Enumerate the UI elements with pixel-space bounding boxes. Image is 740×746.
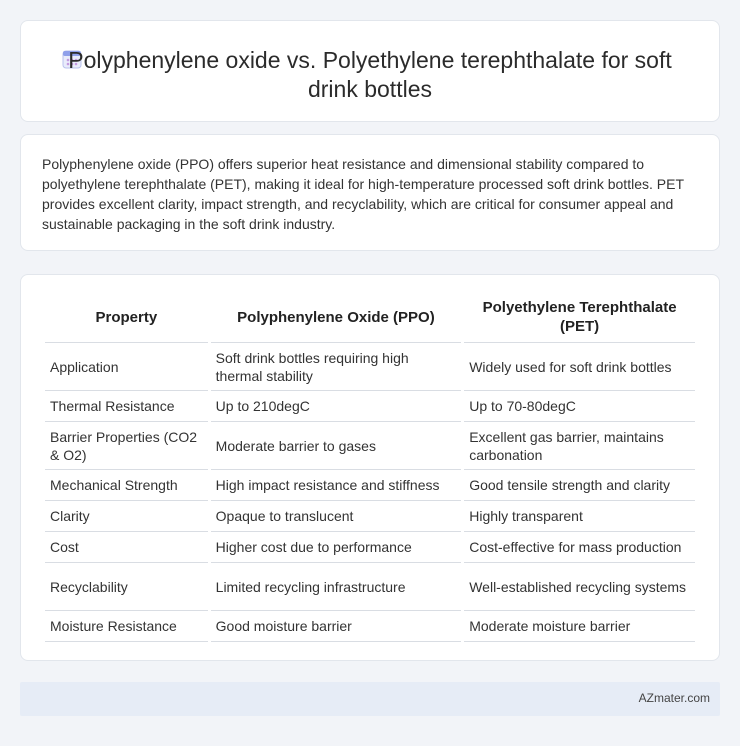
row-ppo-value: Limited recycling infrastructure <box>211 563 462 611</box>
row-pet-value: Cost-effective for mass production <box>464 532 695 563</box>
row-ppo-value: High impact resistance and stiffness <box>211 470 462 501</box>
row-property: Clarity <box>45 501 208 532</box>
page-title: Polyphenylene oxide vs. Polyethylene terephthalate for soft drink bottles <box>68 47 672 102</box>
row-pet-value: Moderate moisture barrier <box>464 611 695 642</box>
row-ppo-value: Higher cost due to performance <box>211 532 462 563</box>
row-ppo-value: Up to 210degC <box>211 391 462 422</box>
row-property: Moisture Resistance <box>45 611 208 642</box>
row-property: Recyclability <box>45 563 208 611</box>
header-pet: Polyethylene Terephthalate (PET) <box>464 295 695 343</box>
table-row <box>45 470 695 501</box>
table-row <box>45 501 695 532</box>
comparison-table <box>42 295 698 642</box>
title-card <box>20 20 720 122</box>
header-ppo: Polyphenylene Oxide (PPO) <box>211 295 462 343</box>
row-property: Application <box>45 343 208 391</box>
row-ppo-value: Good moisture barrier <box>211 611 462 642</box>
header-property: Property <box>45 295 208 343</box>
row-property: Barrier Properties (CO2 & O2) <box>45 422 208 470</box>
table-row <box>45 563 695 611</box>
row-pet-value: Well-established recycling systems <box>464 563 695 611</box>
row-pet-value: Excellent gas barrier, maintains carbonation <box>464 422 695 470</box>
row-pet-value: Highly transparent <box>464 501 695 532</box>
table-row <box>45 532 695 563</box>
row-property: Cost <box>45 532 208 563</box>
row-pet-value: Up to 70-80degC <box>464 391 695 422</box>
row-ppo-value: Moderate barrier to gases <box>211 422 462 470</box>
table-row <box>45 422 695 470</box>
table-row <box>45 611 695 642</box>
table-row <box>45 391 695 422</box>
row-ppo-value: Soft drink bottles requiring high thermal stability <box>211 343 462 391</box>
row-pet-value: Widely used for soft drink bottles <box>464 343 695 391</box>
row-pet-value: Good tensile strength and clarity <box>464 470 695 501</box>
summary-card <box>20 134 720 251</box>
row-property: Mechanical Strength <box>45 470 208 501</box>
row-ppo-value: Opaque to translucent <box>211 501 462 532</box>
summary-text: Polyphenylene oxide (PPO) offers superior heat resistance and dimensional stability compared to polyethylene terephthalate (PET), making it ideal for high-temperature processed soft drink bottles. PET provides excellent clarity, impact strength, and recyclability, which are critical for consumer appeal and sustainable packaging in the soft drink industry. <box>42 156 684 232</box>
row-property: Thermal Resistance <box>45 391 208 422</box>
table-header-row <box>45 295 695 343</box>
table-row <box>45 343 695 391</box>
comparison-table-card <box>20 274 720 661</box>
footer-brand-link[interactable]: AZmater.com <box>638 691 710 705</box>
footer-bar <box>20 682 720 716</box>
